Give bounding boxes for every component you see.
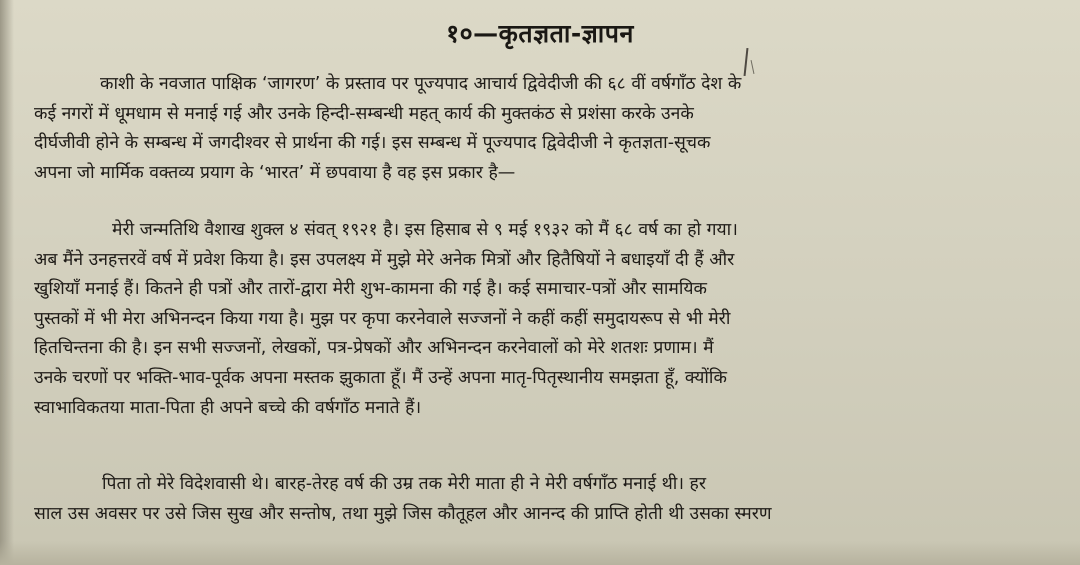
text-line: उनके चरणों पर भक्ति-भाव-पूर्वक अपना मस्तक झुकाता हूँ। मैं उन्हें अपना मातृ-पितृस्थानीय समझता हूँ, क्योंकि	[34, 367, 727, 388]
text-line: मेरी जन्मतिथि वैशाख शुक्ल ४ संवत् १९२१ है। इस हिसाब से ९ मई १९३२ को मैं ६८ वर्ष का हो गया।	[112, 220, 738, 240]
text-line: काशी के नवजात पाक्षिक ‘जागरण’ के प्रस्ताव पर पूज्यपाद आचार्य द्विवेदीजी की ६८ वीं वर्षगाँठ देश के	[100, 74, 742, 94]
text-line: साल उस अवसर पर उसे जिस सुख और सन्तोष, तथा मुझे जिस कौतूहल और आनन्द की प्राप्ति होती थी उसका स्मरण	[34, 503, 772, 524]
text-line: अपना जो मार्मिक वक्तव्य प्रयाग के ‘भारत’ में छपवाया है वह इस प्रकार है—	[34, 162, 516, 183]
paragraph-father	[34, 470, 1056, 529]
text-line: स्वाभाविकतया माता-पिता ही अपने बच्चे की वर्षगाँठ मनाते हैं।	[34, 397, 422, 418]
page-left-shadow	[0, 0, 14, 565]
paragraph-statement	[34, 216, 1056, 423]
text-line: पिता तो मेरे विदेशवासी थे। बारह-तेरह वर्ष की उम्र तक मेरी माता ही ने मेरी वर्षगाँठ मनाई थी। हर	[102, 474, 706, 494]
text-line: दीर्घजीवी होने के सम्बन्ध में जगदीश्वर से प्रार्थना की गई। इस सम्बन्ध में पूज्यपाद द्विवेदीजी ने कृतज्ञता-सूचक	[34, 133, 711, 154]
text-line: हितचिन्तना की है। इन सभी सज्जनों, लेखकों, पत्र-प्रेषकों और अभिनन्दन करनेवालों को मेरे शतशः प्रणाम। मैं	[34, 338, 714, 359]
page-bottom-edge	[0, 541, 1080, 565]
chapter-heading: १०—कृतज्ञता-ज्ञापन	[446, 19, 634, 48]
text-line: पुस्तकों में भी मेरा अभिनन्दन किया गया है। मुझ पर कृपा करनेवाले सज्जनों ने कहीं कहीं समुदायरूप से भी मेरी	[34, 308, 731, 329]
text-line: कई नगरों में धूमधाम से मनाई गई और उनके हिन्दी-सम्बन्धी महत् कार्य की मुक्तकंठ से प्रशंसा करके उनके	[34, 103, 694, 124]
paragraph-intro	[34, 70, 1056, 188]
text-line: अब मैंने उनहत्तरवें वर्ष में प्रवेश किया है। इस उपलक्ष्य में मुझे मेरे अनेक मित्रों और हितैषियों ने बधाइयाँ दी हैं और	[34, 249, 735, 270]
text-line: खुशियाँ मनाई हैं। कितने ही पत्रों और तारों-द्वारा मेरी शुभ-कामना की गई है। कई समाचार-पत्रों और सामयिक	[34, 279, 707, 300]
